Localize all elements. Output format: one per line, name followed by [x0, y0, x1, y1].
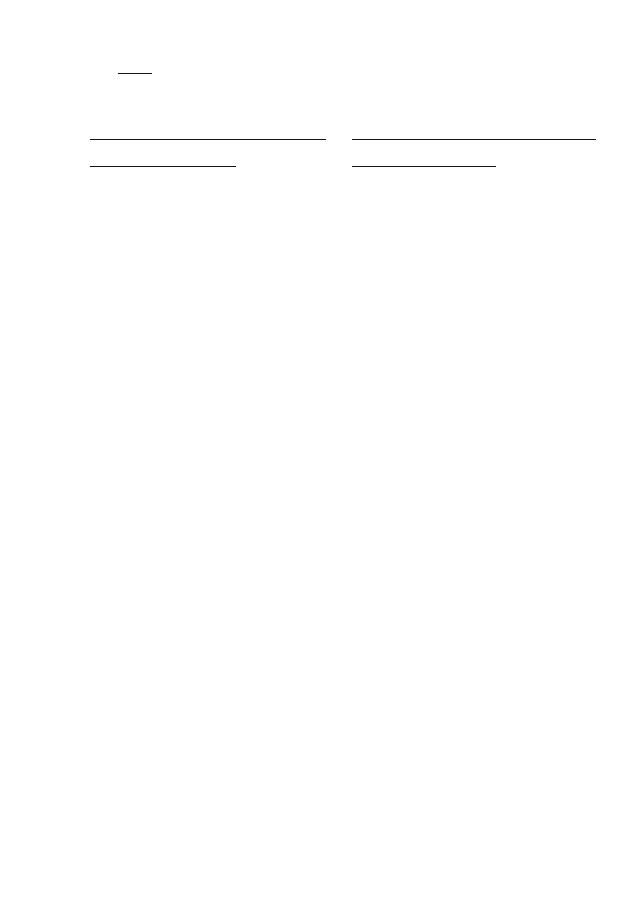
postal-address-row	[352, 154, 496, 170]
clause-11-d	[90, 62, 590, 77]
months-blank-field	[118, 62, 152, 74]
signature-block	[90, 96, 590, 186]
citizen-name-line	[90, 139, 326, 140]
organ-name-line	[352, 139, 596, 140]
birth-date-row	[90, 154, 236, 170]
birth-date-field	[90, 154, 236, 167]
document-body	[90, 62, 590, 186]
postal-address-field	[352, 154, 496, 167]
